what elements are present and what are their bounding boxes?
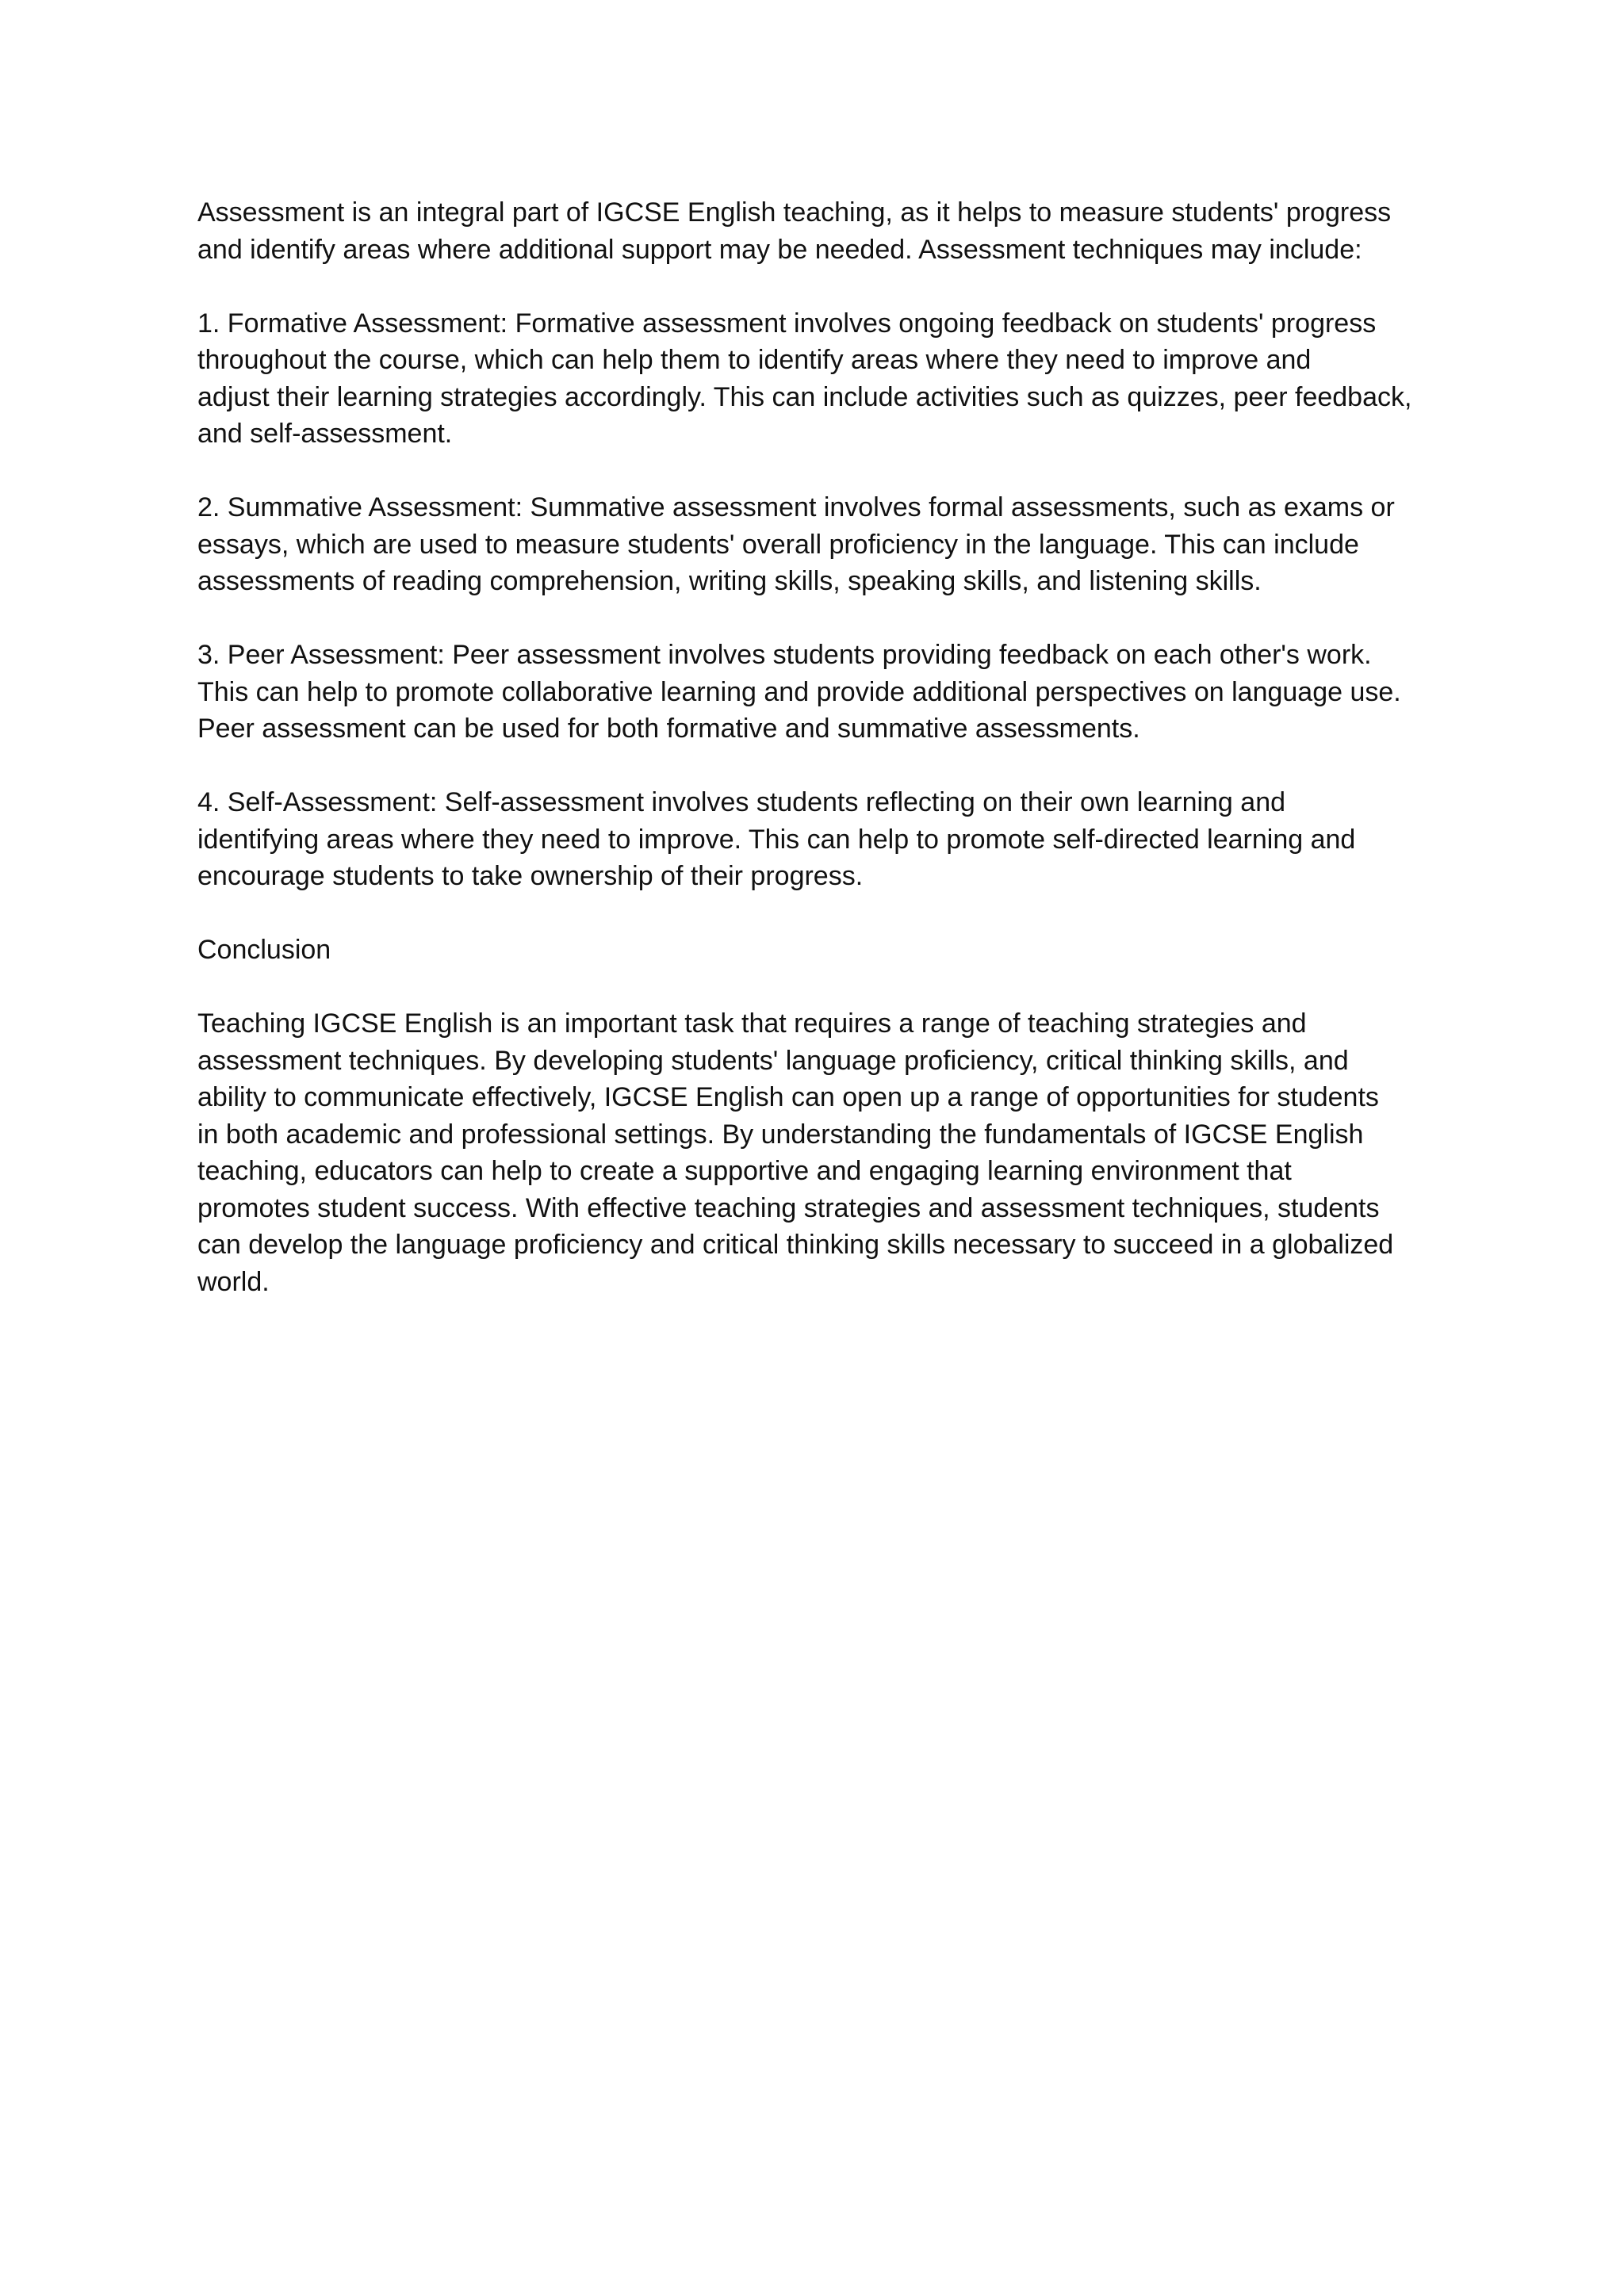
section-heading-conclusion: Conclusion [197,935,331,965]
paragraph-conclusion: Teaching IGCSE English is an important task that requires a range of teaching strategies and assessment techniques. By developing students' language proficiency, critical thinking skills, and ability to communicate effectively, IGCSE English can open up a range of opportunities for students in both academic and professional settings. By understanding the fundamentals of IGCSE English teaching, educators can help to create a supportive and engaging learning environment that promotes student success. With effective teaching strategies and assessment techniques, students can develop the language proficiency and critical thinking skills necessary to succeed in a globalized world. [197,1008,1394,1297]
document-body [197,194,1450,1300]
paragraph-assessment-intro: Assessment is an integral part of IGCSE English teaching, as it helps to measure students' progress and identify areas where additional support may be needed. Assessment techniques may include: [197,197,1392,265]
paragraph-peer-assessment: 3. Peer Assessment: Peer assessment involves students providing feedback on each other's work. This can help to promote collaborative learning and provide additional perspectives on language use. Peer assessment can be used for both formative and summative assessments. [197,640,1401,744]
paragraph-self-assessment: 4. Self-Assessment: Self-assessment involves students reflecting on their own learning and identifying areas where they need to improve. This can help to promote self-directed learning and encourage students to take ownership of their progress. [197,787,1356,891]
paragraph-formative-assessment: 1. Formative Assessment: Formative assessment involves ongoing feedback on students' progress throughout the course, which can help them to identify areas where they need to improve and adjust their learning strategies accordingly. This can include activities such as quizzes, peer feedback, and self-assessment. [197,308,1412,449]
paragraph-summative-assessment: 2. Summative Assessment: Summative assessment involves formal assessments, such as exams or essays, which are used to measure students' overall proficiency in the language. This can include assessments of reading comprehension, writing skills, speaking skills, and listening skills. [197,492,1395,596]
